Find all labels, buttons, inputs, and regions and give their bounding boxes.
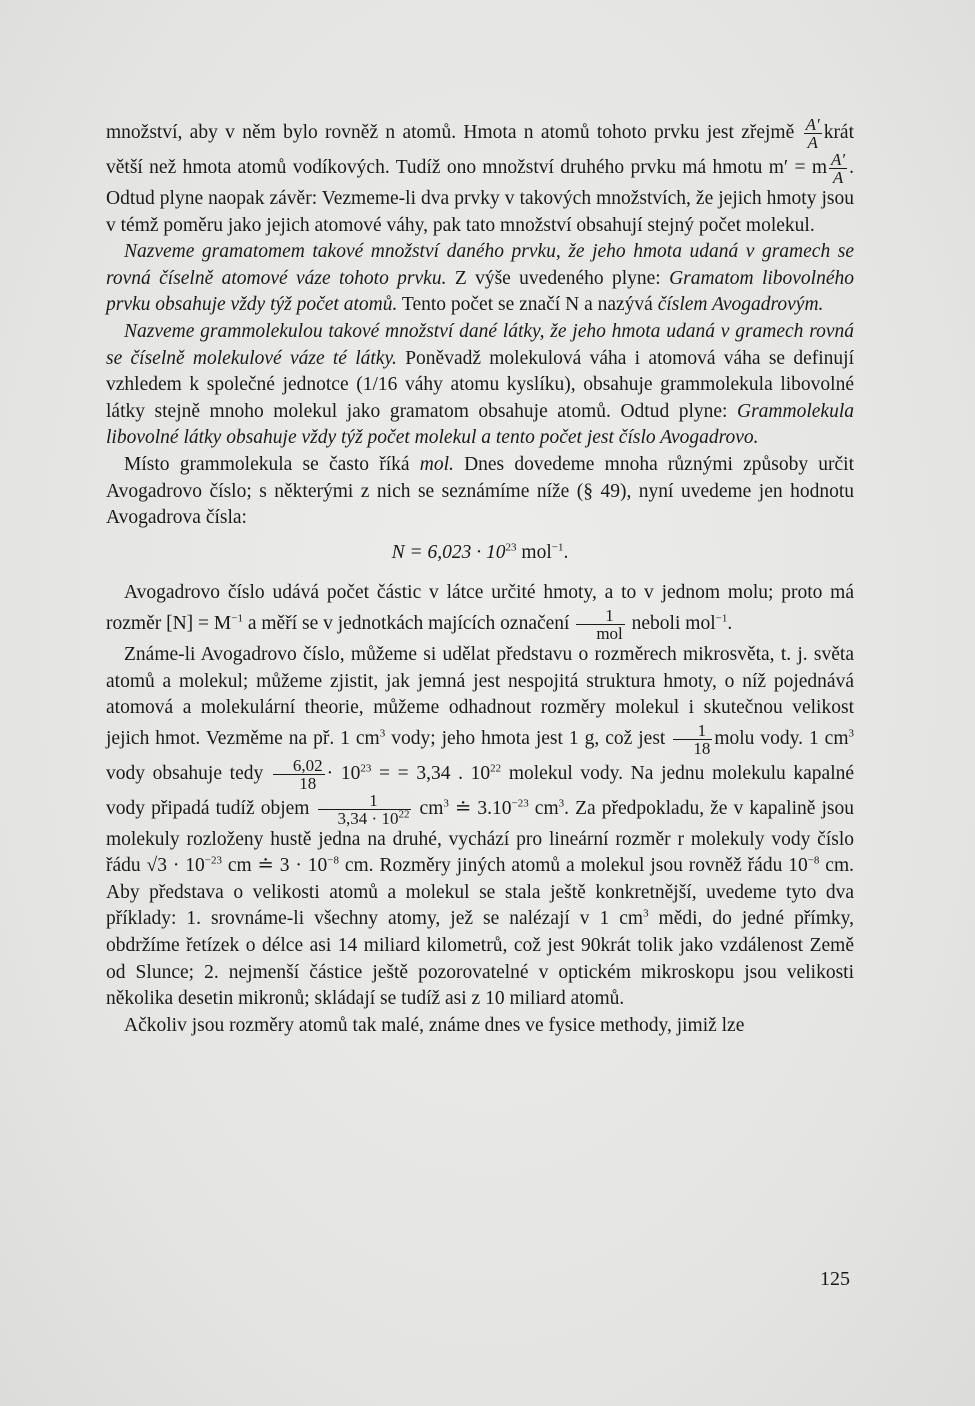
fraction-numerator: 6,02	[292, 755, 323, 775]
exponent: 3	[558, 797, 565, 810]
text-line: cm. Aby představa o velikosti atomů a molekul se stala ještě konkretnější, uvedeme tyto dva příklady: 1. srovnáme-li všechny atomy, jež se nalézají v 1 cm	[106, 855, 854, 930]
fraction-denominator: 18	[273, 774, 325, 792]
text-line: Místo grammolekula se často říká	[124, 453, 410, 475]
fraction-numerator: 1	[605, 605, 614, 625]
text-line: · 10	[326, 762, 361, 784]
paragraph-gramatom	[106, 239, 854, 319]
paragraph-mol	[106, 452, 854, 532]
paragraph-dimension	[106, 580, 854, 642]
fraction	[829, 151, 847, 186]
italic-term: mol.	[419, 453, 454, 475]
text-line: cm	[528, 797, 559, 819]
exponent: 23	[360, 762, 372, 775]
text-line: Dnes dovedeme mnoha různými způsoby určit Avogadrovo číslo; s některými z nich se seznámíme níže (§ 49), nyní uvedeme jen hodnotu Avogadrova čísla:	[106, 453, 855, 529]
exponent: 23	[505, 541, 517, 554]
exponent: 22	[490, 762, 502, 775]
denominator-text: 3,34 · 10	[337, 808, 399, 828]
text-line: Tento počet se značí N a nazývá	[401, 294, 653, 316]
text-line: cm ≐ 3 · 10	[221, 855, 328, 877]
fraction	[673, 722, 712, 757]
page-number: 125	[820, 1268, 850, 1290]
text-line: množství, aby v něm bylo rovněž n atomů. Hmota n atomů tohoto prvku jest zřejmě	[106, 121, 795, 143]
exponent: 22	[398, 808, 410, 821]
text-line: mědi, do jedné přímky, obdržíme řetízek o délce asi 14 miliard kilometrů, což jest 90krát tolik jako vzdálenost Země od Slunce; 2. nejmenší částice ještě pozorovatelné v optickém mikroskopu jsou velikosti několika desetin mikronů; skládají se tudíž asi z 10 miliard atomů.	[106, 908, 855, 1010]
text-line: v takových množstvích, že jejich hmoty jsou v témž poměru jako jejich atomové	[106, 188, 854, 236]
avogadro-equation	[106, 540, 854, 567]
fraction-numerator: 1	[369, 790, 378, 810]
paragraph-grammolekula	[106, 319, 854, 452]
text-line: krát větší než hmota atomů vodíkových. Tudíž ono množství druhého prvku	[106, 121, 855, 178]
italic-statement: Grammolekula libovolné látky obsahuje vždy týž počet molekul a tento počet jest číslo Avogadrovo.	[106, 400, 854, 449]
italic-definition: rovná se číselně molekulové váze té látky.	[106, 320, 854, 369]
exponent: −23	[511, 797, 529, 810]
equation-text: .	[563, 541, 569, 563]
fraction-denominator: A	[804, 133, 822, 151]
text-line: cm	[413, 797, 444, 819]
paragraph-microworld	[106, 642, 854, 1013]
italic-definition: Nazveme grammolekulou takové množství dané látky, že jeho hmota udaná v gramech	[124, 320, 804, 342]
fraction-numerator: 1	[697, 720, 707, 740]
text-line: Odtud plyne:	[620, 400, 728, 422]
text-line: má hmotu m′ = m	[682, 156, 828, 178]
exponent: −1	[231, 612, 243, 625]
text-line: = 3,34 . 10	[397, 762, 491, 784]
text-line: vody obsahuje tedy	[106, 762, 264, 784]
fraction	[576, 607, 624, 642]
fraction-numerator: A′	[805, 115, 820, 134]
exponent: −23	[204, 854, 222, 867]
fraction-numerator: A′	[831, 150, 846, 169]
text-line: Ačkoliv jsou rozměry atomů tak malé, známe dnes ve fysice methody, jimiž lze	[124, 1014, 745, 1036]
paragraph-1	[106, 116, 854, 239]
italic-definition: Nazveme gramatomem takové množství daného prvku, že jeho hmota udaná v gramech	[124, 241, 831, 263]
exponent: 3	[379, 727, 386, 740]
text-line: molekul vody. Na jednu molekulu kapalné vody připadá tudíž objem	[106, 762, 855, 819]
text-line: Poněvadž molekulová váha i atomová váha se definují vzhledem k společné jednotce (1/16 váhy atomu kyslíku), obsahuje grammolekula libovolné látky stejně mnoho molekul jako gramatom obsahuje atomů.	[106, 347, 854, 422]
equation-text: N = 6,023 · 10	[391, 541, 506, 563]
page-body	[106, 116, 854, 1039]
exponent: 3	[643, 907, 649, 920]
fraction-denominator: mol	[576, 624, 624, 642]
italic-statement: Gramatom libovolného prvku obsahuje vždy týž počet atomů.	[106, 267, 855, 316]
fraction	[318, 792, 412, 827]
exponent: 3	[443, 797, 449, 810]
exponent: −1	[715, 612, 728, 625]
exponent: −8	[327, 854, 339, 867]
italic-definition: se rovná číselně atomové váze tohoto prvku.	[106, 241, 854, 289]
text-line: neboli mol	[631, 612, 716, 634]
text-line: cm. Rozměry jiných atomů a molekul jsou rovněž řádu 10	[338, 855, 808, 877]
text-line: ≐ 3.10	[448, 797, 512, 819]
fraction-denominator: A	[829, 168, 847, 186]
text-line: Známe-li Avogadrovo číslo, můžeme si udělat představu o rozměrech mikrosvěta, t. j. světa atomů a molekul; můžeme zjistit, jak jemná jest nespojitá struktura hmoty, o níž pojednává atomová a molekulární theorie, můžeme odhadnout rozměry molekul i skutečnou velikost jejich hmot. Vezměme na př. 1 cm	[106, 643, 854, 749]
equation-text: mol	[516, 541, 552, 563]
text-line: vody; jeho hmota jest 1 g, což jest	[385, 727, 666, 749]
text-line: váhy, pak tato množství obsahují stejný počet molekul.	[386, 214, 815, 236]
text-line: a měří se v jednotkách majících označení	[247, 612, 570, 634]
fraction	[804, 116, 822, 151]
text-line: √3 · 10	[146, 855, 205, 877]
paragraph-last	[106, 1013, 854, 1040]
italic-term: číslem Avogadrovým.	[657, 294, 824, 316]
fraction-denominator	[318, 809, 412, 827]
text-line: . Za předpokladu, že v kapalině jsou molekuly rozloženy hustě jedna na druhé, vychází pro lineární rozměr r molekuly vody číslo řádu	[106, 797, 855, 877]
text-line: .	[727, 612, 733, 634]
fraction-denominator: 18	[673, 739, 712, 757]
exponent: −8	[807, 854, 820, 867]
text-line: . Odtud plyne naopak závěr: Vezmeme-li dva prvky	[106, 156, 855, 209]
exponent: −1	[551, 541, 564, 554]
text-line: molu vody. 1 cm	[714, 727, 849, 749]
text-line: Z výše uvedeného plyne:	[454, 267, 661, 289]
fraction	[273, 757, 325, 792]
text-line: =	[371, 762, 390, 784]
exponent: 3	[848, 727, 855, 740]
text-line: Avogadrovo číslo udává počet částic v látce určité hmoty, a to v jednom molu; proto má rozměr [N] = M	[106, 582, 854, 634]
